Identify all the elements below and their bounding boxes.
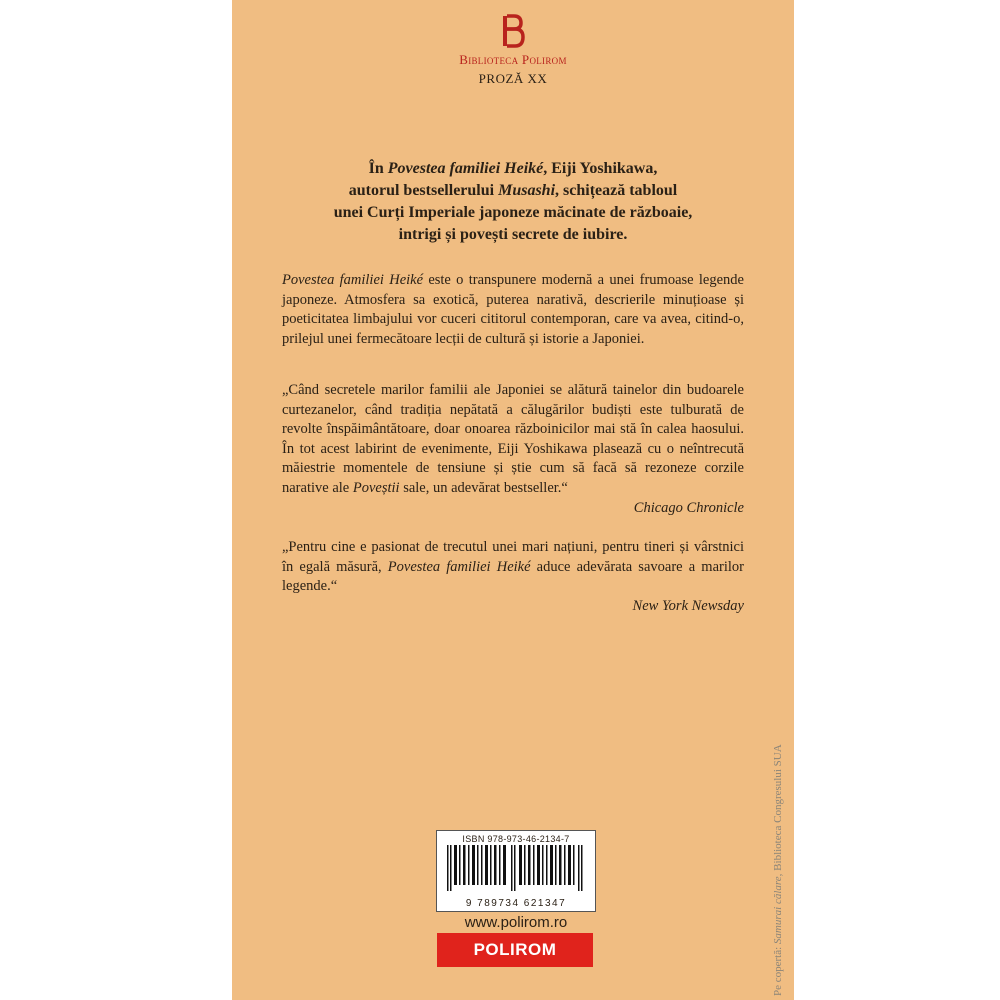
book-title: Povestea familiei Heiké xyxy=(282,272,424,288)
barcode xyxy=(436,830,596,912)
book-title: Musashi xyxy=(498,182,556,199)
book-title: Povestea familiei Heiké xyxy=(387,160,544,177)
book-title: Poveștii xyxy=(352,479,400,496)
lead-text: În Povestea familiei Heiké, Eiji Yoshikawa, autorul bestsellerului Musashi, schițează tabloul unei Curți Imperiale japoneze măcinate de războaie, intrigi și povești secrete de iubire. xyxy=(333,160,693,243)
review-quote: „Pentru cine e pasionat de trecutul unei mari națiuni, pentru tineri și vârstnici în egală măsură, Povestea familiei Heiké aduce adevărata savoare a marilor legende.“ New York Newsday xyxy=(282,538,744,616)
review-source: Chicago Chronicle xyxy=(633,499,744,516)
publisher-badge: POLIROM xyxy=(437,933,593,967)
collection-name: PROZĂ XX xyxy=(478,71,548,86)
isbn-label: ISBN 978-973-46-2134-7 xyxy=(462,834,570,844)
back-cover xyxy=(232,0,794,1000)
barcode-digits: 9 789734 621347 xyxy=(465,898,567,909)
cover-credit: Pe copertă: Samurai călare, Biblioteca Congresului SUA xyxy=(772,744,784,996)
series-name: Biblioteca Polirom xyxy=(459,52,567,67)
review-quote: „Când secretele marilor familii ale Japoniei se alătură tainelor din budoarele curtezanelor, când tradiția nepătată a călugărilor budiști este tulburată de revolte înspăimântătoare, doar onoarea războinicilor mai stă în calea haosului. În tot acest labirint de evenimente, Eiji Yoshikawa plasează cu o neîntrecută măiestrie momentele de tensiune și știe cum să facă să rezoneze corzile narative ale Poveștii sale, un adevărat bestseller.“ Chicago Chronicle xyxy=(282,381,744,518)
polirom-logo-icon xyxy=(501,14,525,48)
website-url: www.polirom.ro xyxy=(464,914,568,931)
barcode-icon xyxy=(445,845,587,891)
book-title: Povestea familiei Heiké xyxy=(387,558,531,575)
review-source: New York Newsday xyxy=(632,597,744,614)
description-paragraph: Povestea familiei Heiké este o transpunere modernă a unei frumoase legende japoneze. Atmosfera sa exotică, puterea narativă, descrierile minuțioase și poeticitatea limbajului vor cuceri cititorul contemporan, care va avea, citind-o, prilejul unei fermecătoare lecții de cultură și istorie a Japoniei. xyxy=(282,272,744,347)
publisher-logo xyxy=(232,14,794,87)
